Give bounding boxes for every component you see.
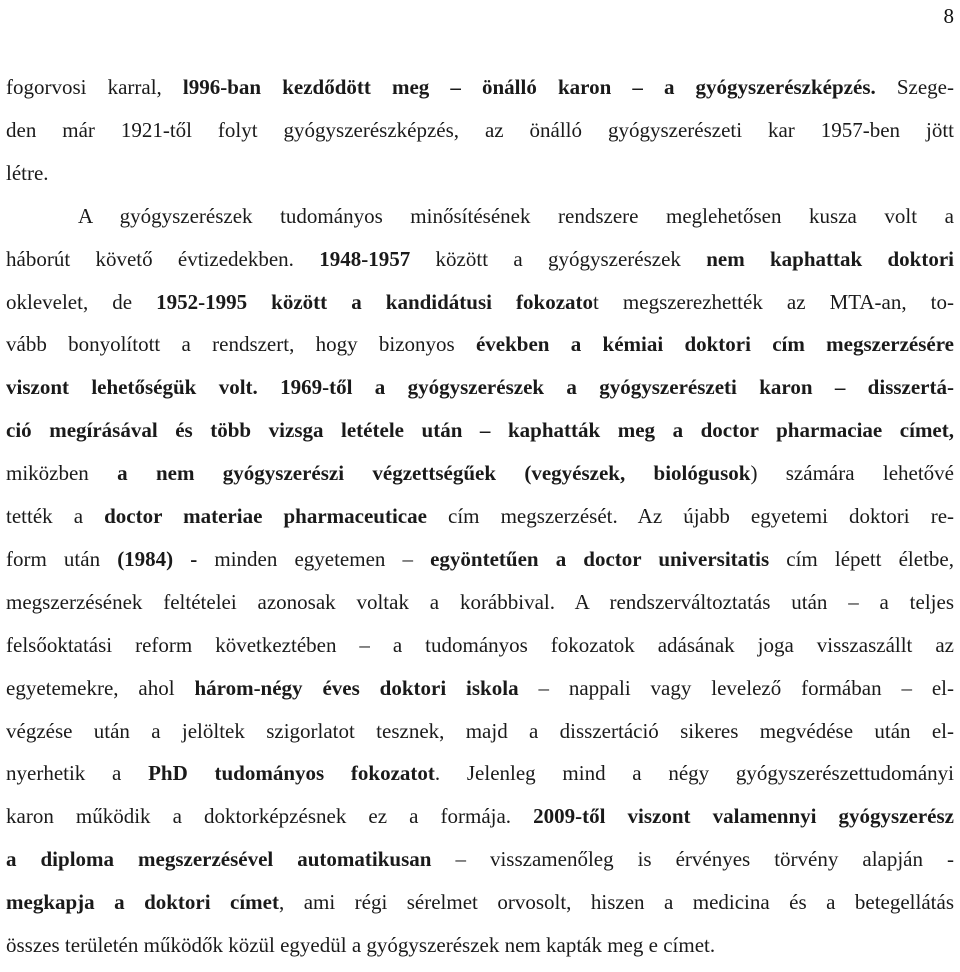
text-run: karon működik a doktorképzésnek ez a formája.: [6, 804, 534, 829]
text-run: , ami régi sérelmet orvosolt, hiszen a medicina és a betegellátás: [279, 890, 954, 915]
bold-text: három-négy éves doktori iskola: [194, 675, 519, 700]
text-run: vább bonyolított a rendszert, hogy bizonyos: [6, 332, 476, 357]
text-run: – visszamenőleg is érvényes törvény alapján -: [431, 847, 954, 872]
text-line: [6, 372, 954, 402]
text-run: form után: [6, 546, 118, 571]
text-line: [6, 673, 954, 703]
bold-text: 1969-től a gyógyszerészek a gyógyszerészeti karon – disszertá-: [280, 375, 954, 400]
text-run: felsőoktatási reform következtében – a tudományos fokozatok adásának joga visszaszállt az: [6, 632, 954, 657]
text-line: [6, 630, 954, 660]
text-run: nyerhetik a: [6, 761, 149, 786]
text-line: [6, 501, 954, 531]
text-line: [6, 415, 954, 445]
text-run: minden egyetemen –: [197, 546, 431, 571]
text-run: Szege-: [875, 75, 954, 99]
bold-text: PhD tudományos fokozatot: [148, 761, 435, 786]
text-line: [6, 801, 954, 831]
text-line: [6, 458, 954, 488]
text-run: tették a: [6, 504, 105, 528]
text-run: létre.: [6, 160, 49, 185]
text-line: [6, 329, 954, 359]
text-run: egyetemekre, ahol: [6, 675, 195, 700]
bold-text: 1952-1995 között a kandidátusi fokozato: [156, 289, 594, 314]
text-line: [6, 244, 954, 274]
text-line: [6, 844, 954, 874]
text-run: háborút követő évtizedekben.: [6, 246, 320, 271]
bold-text: l996-ban kezdődött meg – önálló karon – a gyógyszerészképzés.: [182, 75, 876, 99]
text-line: [6, 587, 954, 617]
text-run: között a gyógyszerészek: [410, 246, 707, 271]
text-line: [6, 287, 954, 317]
text-line: [6, 201, 954, 231]
text-run: . Jelenleg mind a négy gyógyszerészettudományi: [434, 761, 954, 786]
text-run: cím megszerzését. Az újabb egyetemi doktori re-: [426, 504, 954, 528]
text-run: – nappali vagy levelező formában – el-: [518, 675, 954, 700]
bold-text: a nem gyógyszerészi végzettségűek (vegyészek, biológusok: [117, 461, 751, 486]
text-line: [6, 930, 954, 960]
text-run: den már 1921-től folyt gyógyszerészképzés, az önálló gyógyszerészeti kar 1957-ben jött: [6, 117, 954, 142]
text-line: [6, 158, 954, 188]
bold-text: doctor materiae pharmaceuticae: [104, 504, 427, 528]
text-line: [6, 716, 954, 746]
page-number: 8: [943, 4, 954, 28]
bold-text: 2009-től viszont valamennyi gyógyszerész: [533, 804, 954, 829]
text-run: cím lépett életbe,: [769, 546, 954, 571]
text-run: ) számára lehetővé: [750, 461, 954, 486]
text-line: [6, 115, 954, 145]
text-run: fogorvosi karral,: [6, 75, 183, 99]
bold-text: megkapja a doktori címet: [6, 890, 279, 915]
bold-text: a diploma megszerzésével automatikusan: [6, 847, 432, 872]
text-line: [6, 544, 954, 574]
bold-text: viszont lehetőségük volt.: [6, 375, 281, 400]
bold-text: években a kémiai doktori cím megszerzésére: [475, 332, 954, 357]
bold-text: 1948-1957: [319, 246, 411, 271]
text-run: összes területén működők közül egyedül a gyógyszerészek nem kapták meg e címet.: [6, 933, 716, 957]
text-run: oklevelet, de: [6, 289, 157, 314]
text-run: miközben: [6, 461, 118, 486]
bold-text: ció megírásával és több vizsga letétele után – kaphatták meg a doctor pharmaciae címet,: [6, 418, 954, 443]
text-line: [6, 72, 954, 102]
text-run: t megszerezhették az MTA-an, to-: [593, 289, 954, 314]
text-run: végzése után a jelöltek szigorlatot tesznek, majd a disszertáció sikeres megvédése után el-: [6, 718, 954, 743]
bold-text: (1984) -: [117, 546, 198, 571]
text-run: A gyógyszerészek tudományos minősítésének rendszere meglehetősen kusza volt a: [78, 203, 954, 228]
text-line: [6, 758, 954, 788]
bold-text: nem kaphattak doktori: [706, 246, 954, 271]
text-line: [6, 887, 954, 917]
bold-text: egyöntetűen a doctor universitatis: [430, 546, 770, 571]
text-run: megszerzésének feltételei azonosak voltak a korábbival. A rendszerváltoztatás után – a teljes: [6, 589, 954, 614]
